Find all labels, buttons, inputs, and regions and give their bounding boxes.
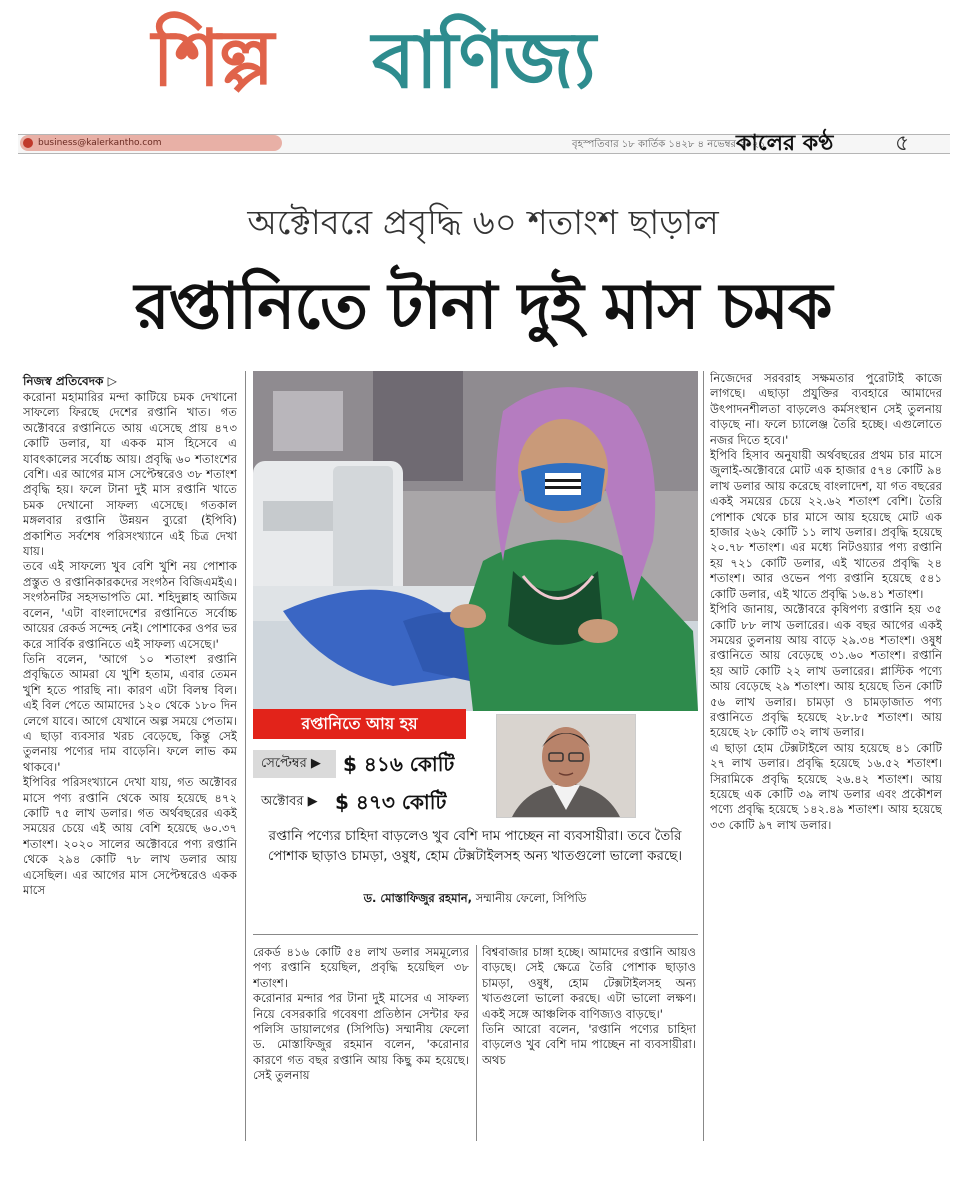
pull-quote: রপ্তানি পণ্যের চাহিদা বাড়লেও খুব বেশি দাম পাচ্ছেন না ব্যবসায়ীরা। তবে তৈরি পোশাক ছাড়াও চামড়া, ওষুধ, হোম টেক্সটাইলসহ অন্য খাতগুলো ভালো করছে। [267, 829, 683, 864]
article-column-4: নিজেদের সরবরাহ সক্ষমতার পুরোটাই কাজে লাগছে। এছাড়া প্রযুক্তির ব্যবহারে আমাদের উৎপাদনশীলতা বাড়লেও কর্মসংস্থান সেই তুলনায় বাড়ছে না। ফলে চ্যালেঞ্জ তৈরি হচ্ছে। এগুলোতে নজর দিতে হবে।' ইপিবি হিসাব অনুযায়ী অর্থবছরের প্রথম চার মাসে জুলাই-অক্টোবরে মোট এক হাজার ৫৭৪ কোটি ৯৪ লাখ ডলার আয় করেছে বাংলাদেশ, যা গত বছরের একই সময়ের চেয়ে ২২.৬২ শতাংশ বেশি। তৈরি পোশাক থেকে চার মাসে আয় হয়েছে মোট এক হাজার ২৬২ কোটি ১১ লাখ ডলার। প্রবৃদ্ধি হয়েছে ২০.৭৮ শতাংশ। এর মধ্যে নিটওয়্যার পণ্য রপ্তানি হয় ৭২১ কোটি ডলার, এই খাতের প্রবৃদ্ধি ২৪ শতাংশ। আর ওভেন পণ্য রপ্তানি হয়েছে ৫৪১ কোটি ডলার, এই খাতে প্রবৃদ্ধি ১৬.৪১ শতাংশ। ইপিবি জানায়, অক্টোবরে কৃষিপণ্য রপ্তানি হয় ৩৫ কোটি ৮৮ লাখ ডলারের। এক বছর আগের একই সময়ের তুলনায় আয় বাড়ে ২৯.৩৪ শতাংশ। ওষুধ রপ্তানিতে আয় বেড়েছে ৩১.৬০ শতাংশ। রপ্তানি হয় আট কোটি ২২ লাখ ডলারের। প্লাস্টিক পণ্যে আয় বেড়েছে ২৯ শতাংশ। আয় হয়েছে তিন কোটি ৫৬ লাখ ডলার। চামড়া ও চামড়াজাত পণ্য রপ্তানিতে প্রবৃদ্ধি হয়েছে ২৮.৮৫ শতাংশ। আয় হয়েছে ২৮ কোটি ৩২ লাখ ডলার। এ ছাড়া হোম টেক্সটাইলে আয় হয়েছে ৪১ কোটি ২৭ লাখ ডলার। প্রবৃদ্ধি হয়েছে ১৬.৫২ শতাংশ। সিরামিকে প্রবৃদ্ধি হয়েছে ২৬.৪২ শতাংশ। আয় হয়েছে এক কোটি ৩৯ লাখ ডলার এবং প্রকৌশল পণ্যে প্রবৃদ্ধি হয়েছে ১৪২.৪৯ শতাংশ। আয় হয়েছে ৩৩ কোটি ৯৭ লাখ ডলার। [710, 371, 942, 832]
email-text: business@kalerkantho.com [38, 138, 162, 148]
attribution-name: ড. মোস্তাফিজুর রহমান, [363, 891, 473, 905]
article-column-1: করোনা মহামারির মন্দা কাটিয়ে চমক দেখানো সাফল্যে ফিরছে দেশের রপ্তানি খাত। গত অক্টোবরে রপ্তানিতে আয় এসেছে প্রায় ৪৭৩ কোটি ডলার, যা একক মাস হিসেবে এ যাবৎকালের সর্বোচ্চ আয়। প্রবৃদ্ধি ৬০ শতাংশের বেশি। এর আগের মাস সেপ্টেম্বরেও ৩৮ শতাংশ প্রবৃদ্ধি হয়। ফলে টানা দুই মাস রপ্তানি খাতে চমক দেখানো সাফল্য এসেছে। গতকাল মঙ্গলবার রপ্তানি উন্নয়ন ব্যুরো (ইপিবি) প্রকাশিত সর্বশেষ পরিসংখ্যানে এই চিত্র দেখা যায়। তবে এই সাফল্যে খুব বেশি খুশি নয় পোশাক প্রস্তুত ও রপ্তানিকারকদের সংগঠন বিজিএমইএ। সংগঠনটির সহসভাপতি মো. শহিদুল্লাহ আজিম বলেন, 'এটা বাংলাদেশের রপ্তানিতে সর্বোচ্চ আয়ের রেকর্ড সন্দেহ নেই। পোশাকের ওপর ভর করে সার্বিক রপ্তানিতে এই সাফল্য এসেছে।' তিনি বলেন, 'আগে ১০ শতাংশ রপ্তানি প্রবৃদ্ধিতে আমরা যে খুশি হতাম, এবার তেমন খুশি হতে পারছি না। কারণ এটা বিলম্ব বিল। এই বিল পেতে আমাদের ১২০ থেকে ১৮০ দিন লেগে যাবে। আগে যেখানে অল্প সময়ে পেতাম। এ ছাড়া ব্যবসার খরচ বেড়েছে, কিন্তু সেই তুলনায় পণ্যের দাম বাড়েনি। ফলে লাভ কম থাকবে।' ইপিবির পরিসংখ্যানে দেখা যায়, গত অক্টোবর মাসে পণ্য রপ্তানি থেকে আয় হয়েছে ৪৭২ কোটি ৭৫ লাখ ডলার। গত অর্থবছরের একই সময়ের চেয়ে এই আয় বেশি হয়েছে ৬০.৩৭ শতাংশ। ২০২০ সালের অক্টোবরে পণ্য রপ্তানি থেকে ২৯৪ কোটি ৭৮ লাখ ডলার আয় এসেছিল। এর আগের মাস সেপ্টেম্বরেও একক মাসে [23, 390, 237, 897]
headline: রপ্তানিতে টানা দুই মাস চমক [134, 269, 832, 344]
section-title-shilpo: শিল্প [152, 14, 273, 104]
page-number: ৫ [895, 131, 910, 156]
stat-label: সেপ্টেম্বর ▶ [253, 750, 336, 778]
attribution-role: সম্মানীয় ফেলো, সিপিডি [472, 891, 587, 905]
article-column-2: রেকর্ড ৪১৬ কোটি ৫৪ লাখ ডলার সমমূল্যের পণ্য রপ্তানি হয়েছিল, প্রবৃদ্ধি হয়েছিল ৩৮ শতাংশ। করোনার মন্দার পর টানা দুই মাসের এ সাফল্য নিয়ে বেসরকারি গবেষণা প্রতিষ্ঠান সেন্টার ফর পলিসি ডায়ালগের (সিপিডি) সম্মানীয় ফেলো ড. মোস্তাফিজুর রহমান বলেন, 'করোনার কারণে গত বছর রপ্তানি আয় কিছু কম হয়েছে। সেই তুলনায় [253, 945, 469, 1083]
export-income-badge: রপ্তানিতে আয় হয় [253, 709, 466, 739]
stat-row-september [253, 750, 493, 778]
email-icon [23, 138, 33, 148]
byline: নিজস্ব প্রতিবেদক ▷ [23, 374, 117, 388]
column-rule [253, 934, 698, 935]
email-pill [20, 135, 282, 151]
paper-name: কালের কণ্ঠ [736, 130, 834, 156]
kicker: অক্টোবরে প্রবৃদ্ধি ৬০ শতাংশ ছাড়াল [247, 203, 719, 243]
column-rule [476, 945, 477, 1141]
dateline: বৃহস্পতিবার ১৮ কার্তিক ১৪২৮ ৪ নভেম্বর ২০২১ [572, 139, 766, 150]
stat-row-october [253, 788, 493, 816]
column-rule [703, 371, 704, 1141]
stat-label: অক্টোবর ▶ [253, 788, 329, 816]
quote-attribution [255, 890, 695, 909]
garment-worker-photo [253, 371, 698, 711]
column-rule [245, 371, 246, 1141]
stat-value: $ ৪১৬ কোটি [343, 752, 455, 776]
portrait-photo [496, 714, 636, 818]
stat-value: $ ৪৭৩ কোটি [335, 790, 447, 814]
article-column-3: বিশ্ববাজার চাঙ্গা হচ্ছে। আমাদের রপ্তানি আয়ও বাড়ছে। সেই ক্ষেত্রে তৈরি পোশাক ছাড়াও চামড়া, ওষুধ, হোম টেক্সটাইলসহ অন্য খাতগুলো ভালো করছে। এটা ভালো লক্ষণ। একই সঙ্গে আঞ্চলিক বাণিজ্যও বাড়ছে।' তিনি আরো বলেন, 'রপ্তানি পণ্যের চাহিদা বাড়লেও খুব বেশি দাম পাচ্ছেন না ব্যবসায়ীরা। অথচ [482, 945, 696, 1067]
section-title-banijjo: বাণিজ্য [372, 16, 594, 106]
